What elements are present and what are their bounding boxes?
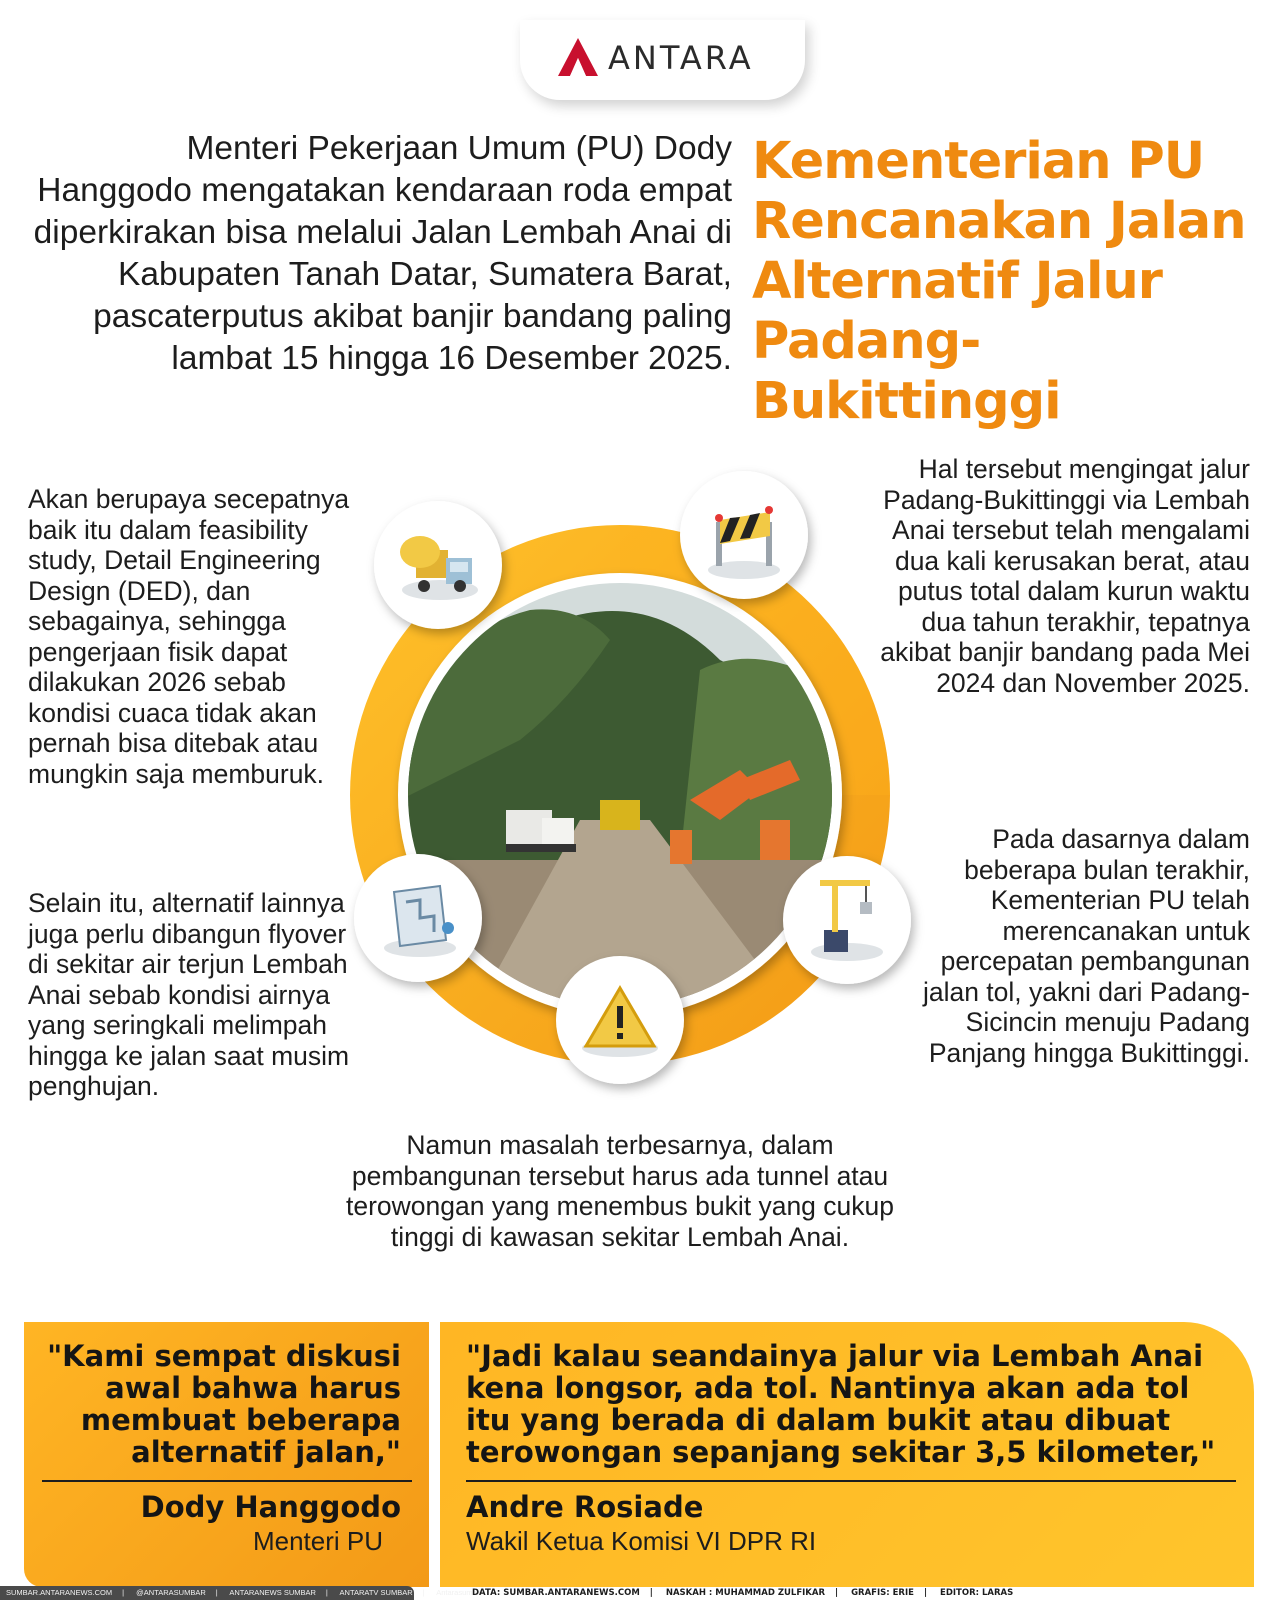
credit-editor: EDITOR: LARAS (940, 1588, 1014, 1598)
logo-tab (520, 20, 805, 100)
quote-speaker-role: Menteri PU (252, 1526, 383, 1556)
social-website[interactable]: SUMBAR.ANTARANEWS.COM (6, 1588, 113, 1597)
divider (42, 1480, 412, 1482)
antara-logo-icon (556, 36, 600, 80)
quote-speaker-name: Dody Hanggodo (140, 1490, 401, 1524)
blueprint-map-icon (354, 854, 482, 982)
left-paragraph-2: Selain itu, alternatif lainnya juga perlu dibangun flyover di sekitar air terjun Lembah Anai sebab kondisi airnya yang seringkali melimpah hingga ke jalan saat musim penghujan. (28, 888, 350, 1101)
quote-text: "Kami sempat diskusi awal bahwa harus membuat beberapa alternatif jalan," (47, 1339, 401, 1469)
cement-truck-icon (374, 501, 502, 629)
left-paragraph-1: Akan berupaya secepatnya baik itu dalam feasibility study, Detail Engineering Design (DED), dan sebagainya, sehingga pengerjaan fisik dapat dilakukan 2026 sebab kondisi cuaca tidak akan pernah bisa ditebak atau mungkin saja memburuk. (28, 484, 350, 789)
social-instagram[interactable]: @ANTARASUMBAR (136, 1588, 206, 1597)
circle-diagram (320, 440, 920, 1090)
quote-text: "Jadi kalau seandainya jalur via Lembah Anai kena longsor, ada tol. Nantinya akan ada tol itu yang berada di dalam bukit atau dibuat terowongan sepanjang sekitar 3,5 kilometer," (466, 1339, 1216, 1469)
footer-social-bar: SUMBAR.ANTARANEWS.COM | @ANTARASUMBAR | ANTARANEWS SUMBAR | ANTARATV SUMBAR | Antarasumbar (0, 1586, 414, 1600)
warning-sign-icon (556, 956, 684, 1084)
bottom-paragraph: Namun masalah terbesarnya, dalam pembangunan tersebut harus ada tunnel atau terowongan yang menembus bukit yang cukup tinggi di kawasan sekitar Lembah Anai. (345, 1130, 894, 1252)
intro-text: Menteri Pekerjaan Umum (PU) Dody Hanggodo mengatakan kendaraan roda empat diperkirakan bisa melalui Jalan Lembah Anai di Kabupaten Tanah Datar, Sumatera Barat, pascaterputus akibat banjir bandang paling lambat 15 hingga 16 Desember 2025. (33, 130, 732, 377)
credit-data: DATA: SUMBAR.ANTARANEWS.COM (472, 1588, 640, 1598)
right-paragraph-2: Pada dasarnya dalam beberapa bulan terakhir, Kementerian PU telah merencanakan untuk percepatan pembangunan jalan tol, yakni dari Padang-Sicincin menuju Padang Panjang hingga Bukittinggi. (922, 824, 1250, 1068)
credit-graphics: GRAFIS: ERIE (851, 1588, 914, 1598)
social-youtube[interactable]: ANTARATV SUMBAR (339, 1588, 413, 1597)
divider (466, 1480, 1236, 1482)
credit-writer: NASKAH : MUHAMMAD ZULFIKAR (665, 1588, 825, 1598)
quote-speaker-name: Andre Rosiade (466, 1490, 704, 1524)
road-barrier-icon (680, 471, 808, 599)
quote-speaker-role: Wakil Ketua Komisi VI DPR RI (466, 1526, 817, 1556)
quote-panel-right (440, 1322, 1254, 1587)
social-facebook[interactable]: ANTARANEWS SUMBAR (229, 1588, 316, 1597)
crane-icon (783, 856, 911, 984)
right-paragraph-1: Hal tersebut mengingat jalur Padang-Bukittinggi via Lembah Anai tersebut telah mengalami dua kali kerusakan berat, atau putus total dalam kurun waktu dua tahun terakhir, tepatnya akibat banjir bandang pada Mei 2024 dan November 2025. (880, 454, 1250, 698)
quote-panel-left (24, 1322, 429, 1587)
page-title: Kementerian PU Rencanakan Jalan Alternatif Jalur Padang-Bukittinggi (752, 132, 1246, 431)
social-tiktok[interactable]: Antarasumbar (436, 1588, 484, 1597)
brand-name: ANTARA (608, 39, 754, 77)
footer-credits: DATA: SUMBAR.ANTARANEWS.COM | NASKAH : MUHAMMAD ZULFIKAR | GRAFIS: ERIE | EDITOR: LARAS (472, 1588, 1014, 1598)
